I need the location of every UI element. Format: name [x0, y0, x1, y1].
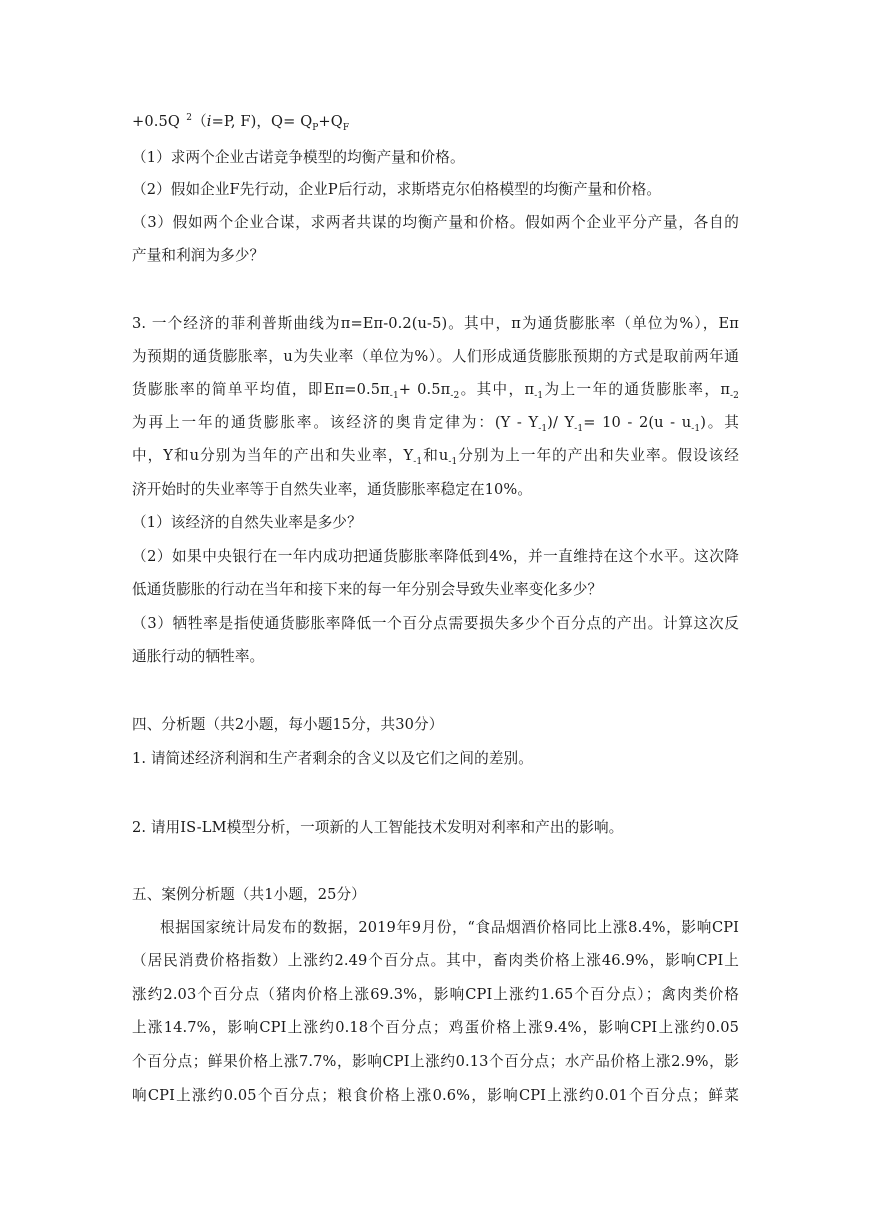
question-3-line-3: 货膨胀率的简单平均值，即$E\pi=0.5\pi_{-1}+ 0.5\pi_{-2}$。其中，$\pi_{-1}$为上一年的通货膨胀率，$\pi_{-2}$	[132, 381, 739, 401]
analysis-question-1: 1. 请简述经济利润和生产者剩余的含义以及它们之间的差别。	[132, 750, 533, 767]
question-2-2: （2）假如企业F先行动，企业P后行动，求斯塔克尔伯格模型的均衡产量和价格。	[132, 181, 662, 198]
question-3-2-cont: 低通货膨胀的行动在当年和接下来的每一年分别会导致失业率变化多少？	[132, 581, 603, 598]
question-3-line-2: 为预期的通货膨胀率，u为失业率（单位为%）。人们形成通货膨胀预期的方式是取前两年通	[132, 348, 739, 365]
question-3-line-5: 中，Y和u分别为当年的产出和失业率，$Y_{-1}$和$u_{-1}$分别为上一年的产出和失业率。假设该经	[132, 447, 739, 467]
question-2-3-cont: 产量和利润为多少？	[132, 247, 265, 264]
question-3-2: （2）如果中央银行在一年内成功把通货膨胀率降低到4%，并一直维持在这个水平。这次降	[132, 548, 739, 565]
case-paragraph-line-1: 根据国家统计局发布的数据，2019年9月份，“食品烟酒价格同比上涨8.4%，影响CPI	[160, 919, 739, 936]
question-2-1: （1）求两个企业古诺竞争模型的均衡产量和价格。	[132, 149, 465, 166]
question-3-3: （3）牺牲率是指使通货膨胀率降低一个百分点需要损失多少个百分点的产出。计算这次反	[132, 615, 739, 632]
question-3-line-4: 为再上一年的通货膨胀率。该经济的奥肯定律为：$(Y - Y_{-1})/$ $Y_{-1}= 10 - 2(u - u_{-1})$。其	[132, 414, 739, 434]
question-3-3-cont: 通胀行动的牺牲率。	[132, 648, 265, 665]
case-paragraph-line-2: （居民消费价格指数）上涨约2.49个百分点。其中，畜肉类价格上涨46.9%，影响CPI上	[132, 952, 739, 969]
case-paragraph-line-5: 个百分点；鲜果价格上涨7.7%，影响CPI上涨约0.13个百分点；水产品价格上涨2.9%，影	[132, 1053, 739, 1070]
case-paragraph-line-3: 涨约2.03个百分点（猪肉价格上涨69.3%，影响CPI上涨约1.65个百分点）；禽肉类价格	[132, 986, 739, 1003]
section-4-heading: 四、分析题（共2小题，每小题15分，共30分）	[132, 716, 444, 733]
question-3-stem: 3. 一个经济的菲利普斯曲线为π=Eπ-0.2(u-5)。其中，π为通货膨胀率（单位为%），Eπ	[132, 315, 739, 332]
question-2-3: （3）假如两个企业合谋，求两者共谋的均衡产量和价格。假如两个企业平分产量，各自的	[132, 214, 739, 231]
case-paragraph-line-6: 响CPI上涨约0.05个百分点；粮食价格上涨0.6%，影响CPI上涨约0.01个百分点；鲜菜	[132, 1087, 739, 1104]
formula-line: +0.5Q $^2$（i=P, F)，$Q= Q_P+Q_F$	[132, 113, 350, 133]
question-3-1: （1）该经济的自然失业率是多少？	[132, 514, 362, 531]
analysis-question-2: 2. 请用IS-LM模型分析，一项新的人工智能技术发明对利率和产出的影响。	[132, 819, 624, 836]
case-paragraph-line-4: 上涨14.7%，影响CPI上涨约0.18个百分点；鸡蛋价格上涨9.4%，影响CPI上涨约0.05	[132, 1019, 739, 1036]
section-5-heading: 五、案例分析题（共1小题，25分）	[132, 886, 366, 903]
question-3-line-6: 济开始时的失业率等于自然失业率，通货膨胀率稳定在10%。	[132, 481, 533, 498]
